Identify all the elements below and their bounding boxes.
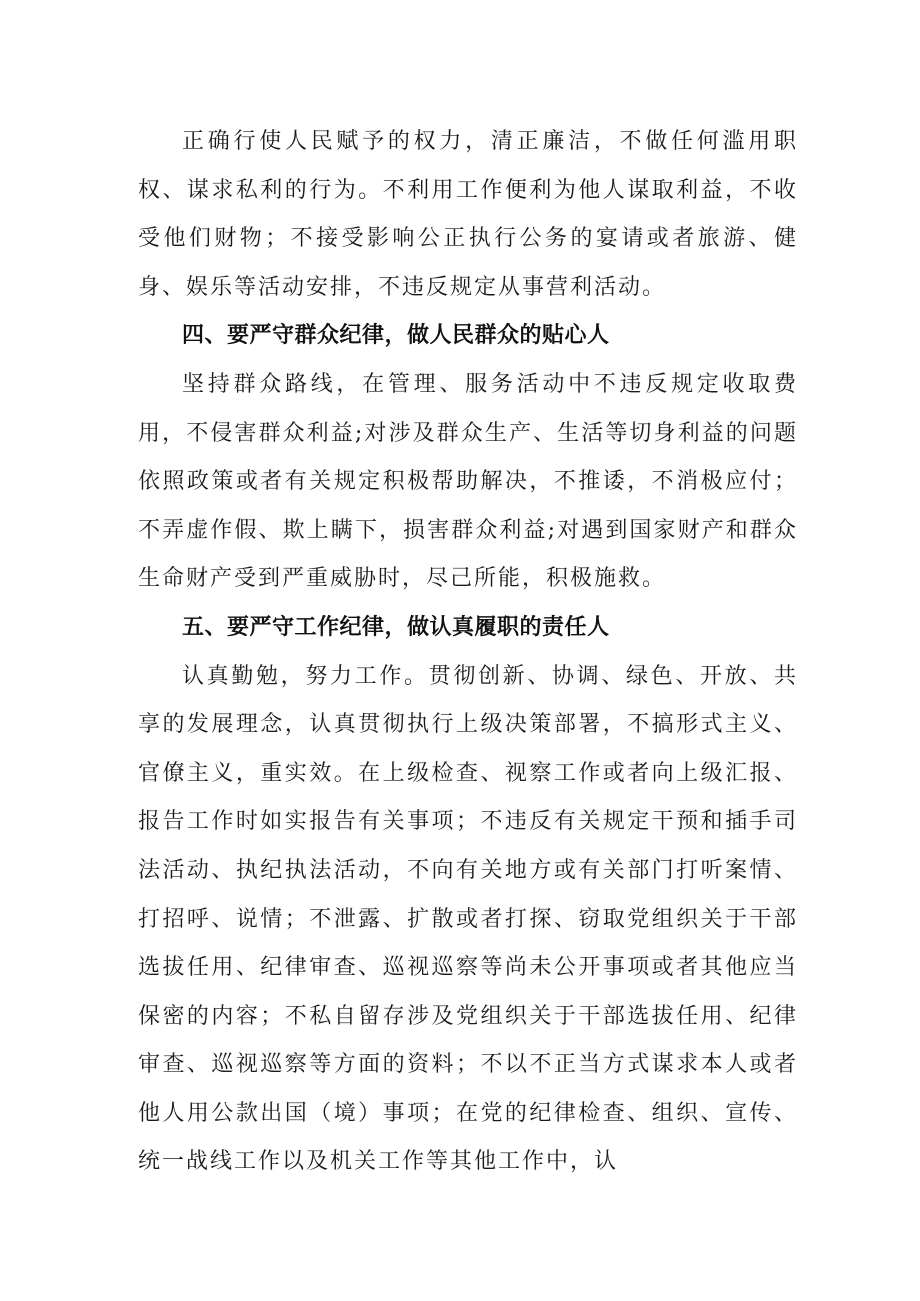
paragraph-integrity: 正确行使人民赋予的权力，清正廉洁，不做任何滥用职权、谋求私利的行为。不利用工作便利为他人谋取利益，不收受他们财物；不接受影响公正执行公务的宴请或者旅游、健身、娱乐等活动安排，不违反规定从事营利活动。 [138, 129, 798, 300]
heading-work-discipline: 五、要严守工作纪律，做认真履职的责任人 [182, 614, 610, 640]
paragraph-work-discipline: 认真勤勉，努力工作。贯彻创新、协调、绿色、开放、共享的发展理念，认真贯彻执行上级决策部署，不搞形式主义、官僚主义，重实效。在上级检查、视察工作或者向上级汇报、报告工作时如实报告有关事项；不违反有关规定干预和插手司法活动、执纪执法活动，不向有关地方或有关部门打听案情、打招呼、说情；不泄露、扩散或者打探、窃取党组织关于干部选拔任用、纪律审查、巡视巡察等尚未公开事项或者其他应当保密的内容；不私自留存涉及党组织关于干部选拔任用、纪律审查、巡视巡察等方面的资料；不以不正当方式谋求本人或者他人用公款出国（境）事项；在党的纪律检查、组织、宣传、统一战线工作以及机关工作等其他工作中，认 [138, 663, 798, 1175]
paragraph-mass-discipline: 坚持群众路线，在管理、服务活动中不违反规定收取费用，不侵害群众利益;对涉及群众生产、生活等切身利益的问题依照政策或者有关规定积极帮助解决，不推诿，不消极应付；不弄虚作假、欺上瞒下，损害群众利益;对遇到国家财产和群众生命财产受到严重威胁时，尽己所能，积极施救。 [138, 371, 798, 592]
heading-mass-discipline: 四、要严守群众纪律，做人民群众的贴心人 [182, 323, 610, 349]
document-body [138, 118, 798, 1187]
